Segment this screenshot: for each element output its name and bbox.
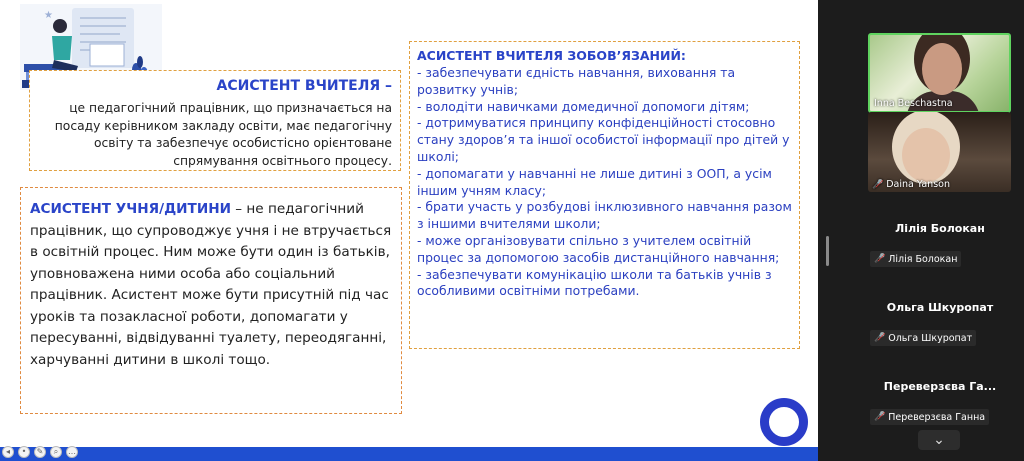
mic-muted-icon: 🎤̸: [874, 333, 886, 343]
participant-label: [870, 409, 989, 425]
participant-label-text: Лілія Болокан: [888, 253, 958, 265]
video-tile-daina[interactable]: [868, 112, 1011, 192]
student-assistant-definition-box: [20, 187, 402, 414]
mic-muted-icon: 🎤̸: [874, 412, 886, 422]
slide-footer-bar: [0, 447, 818, 461]
duty-item: - забезпечувати єдність навчання, виховання та розвитку учнів;: [417, 65, 736, 97]
svg-text:★: ★: [44, 10, 53, 21]
duty-item: - допомагати у навчанні не лише дитині з ООП, а усім іншим учням класу;: [417, 165, 772, 198]
duty-item: - може організовувати спільно з учителем освітній процес за допомогою засобів дистанційного навчання;: [417, 232, 780, 265]
ring-logo: [760, 398, 808, 446]
student-assistant-description: [30, 199, 393, 371]
student-assistant-body: – не педагогічний працівник, що супроводжує учня і не втручається в освітній процес. Ним може бути один із батьків, уповноважена ними особа або соціальний працівник. Асистент може бути присутній під час уроків та позакласної роботи, допомагати у пересуванні, відвідуванні туалету, переодяганні, харчуванні дитини в школі тощо.: [30, 201, 392, 368]
pointer-icon[interactable]: •: [18, 446, 30, 458]
duty-item: - дотримуватися принципу конфіденційності стосовно стану здоров’я та іншої особистої інформації про дітей у школі;: [417, 115, 790, 164]
duty-item: - володіти навичками домедичної допомоги дітям;: [417, 98, 750, 114]
participant-face: [922, 43, 962, 95]
participant-label-text: Переверзєва Ганна: [888, 411, 986, 423]
participant-tile-name[interactable]: Лілія Болокан: [895, 222, 985, 235]
participant-tile-name[interactable]: Переверзєва Га...: [883, 380, 997, 393]
mic-muted-icon: 🎤̸: [874, 254, 886, 264]
previous-slide-icon[interactable]: ◂: [2, 446, 14, 458]
video-tile-name: [874, 98, 953, 109]
teacher-line: освіту та забезпечує особистісно орієнтоване: [93, 136, 392, 150]
participant-label-text: Ольга Шкуропат: [888, 332, 973, 344]
duties-title: АСИСТЕНТ ВЧИТЕЛЯ ЗОБОВ’ЯЗАНИЙ:: [417, 48, 686, 63]
participant-face: [902, 128, 950, 182]
duty-item: - забезпечувати комунікацію школи та батьків учнів з особливими освітніми потребами.: [417, 266, 772, 299]
slide-controls: [2, 443, 78, 460]
chevron-down-icon[interactable]: ⌄: [918, 430, 960, 450]
participant-tile-name[interactable]: Ольга Шкуропат: [886, 301, 994, 314]
participant-label: [870, 330, 976, 346]
teacher-assistant-duties-box: [409, 41, 800, 349]
panel-scrollbar[interactable]: [826, 236, 829, 266]
zoom-icon[interactable]: ⌕: [50, 446, 62, 458]
pen-icon[interactable]: ✎: [34, 446, 46, 458]
student-assistant-title: АСИСТЕНТ УЧНЯ/ДИТИНИ: [30, 201, 231, 217]
teacher-line: це педагогічний працівник, що призначається на: [69, 101, 392, 115]
video-tile-name-text: Daina Yanson: [886, 179, 950, 190]
mic-muted-icon: 🎤̸: [872, 179, 884, 190]
duties-list: [417, 65, 793, 300]
teacher-assistant-title: АСИСТЕНТ ВЧИТЕЛЯ –: [216, 78, 392, 94]
participants-panel: [818, 0, 1024, 461]
duty-item: - брати участь у розбудові інклюзивного навчання разом з іншими вчителями школи;: [417, 199, 792, 232]
participant-label: [870, 251, 961, 267]
teacher-line: посаду керівником закладу освіти, має педагогічну: [54, 118, 392, 133]
teacher-assistant-definition-box: [29, 70, 401, 171]
video-tile-name: [872, 179, 950, 190]
teacher-assistant-description: [40, 100, 392, 170]
video-tile-name-text: Inna Beschastna: [874, 98, 953, 109]
video-tile-inna[interactable]: [868, 33, 1011, 113]
more-options-icon[interactable]: …: [68, 447, 76, 456]
teacher-line: спрямування освітнього процесу.: [173, 153, 392, 168]
